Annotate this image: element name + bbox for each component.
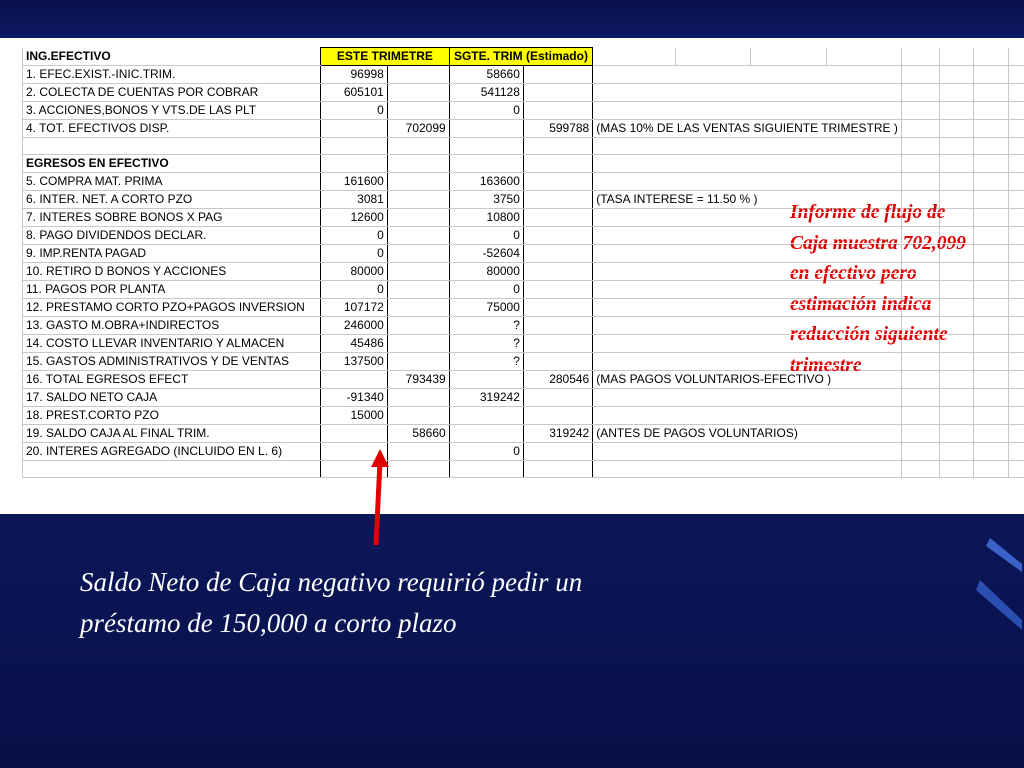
- caption-line: préstamo de 150,000 a corto plazo: [80, 608, 457, 638]
- empty-cell: [974, 84, 1009, 102]
- this-quarter-total-cell: [387, 209, 449, 227]
- empty-cell: [901, 138, 939, 155]
- empty-cell: [974, 407, 1009, 425]
- table-row: [23, 155, 1024, 173]
- table-row: [23, 138, 1024, 155]
- empty-cell: [974, 155, 1009, 173]
- next-quarter-value-cell: [449, 371, 523, 389]
- this-quarter-total-cell: [387, 138, 449, 155]
- row-note-cell: [593, 102, 902, 120]
- empty-cell: [1008, 120, 1024, 138]
- next-quarter-total-cell: 599788: [523, 120, 592, 138]
- empty-cell: [1008, 407, 1024, 425]
- empty-cell: [939, 48, 974, 66]
- next-quarter-total-cell: [523, 66, 592, 84]
- next-quarter-total-cell: [523, 173, 592, 191]
- callout-line: en efectivo pero: [790, 263, 917, 284]
- this-quarter-total-cell: [387, 191, 449, 209]
- this-quarter-total-cell: [387, 155, 449, 173]
- empty-cell: [1008, 173, 1024, 191]
- empty-cell: [1008, 425, 1024, 443]
- this-quarter-value-cell: [321, 425, 388, 443]
- next-quarter-value-cell: 3750: [449, 191, 523, 209]
- empty-cell: [826, 48, 901, 66]
- empty-cell: [974, 48, 1009, 66]
- empty-cell: [901, 155, 939, 173]
- this-quarter-value-cell: 3081: [321, 191, 388, 209]
- this-quarter-total-cell: [387, 84, 449, 102]
- table-row: [23, 425, 1024, 443]
- empty-cell: [901, 48, 939, 66]
- this-quarter-value-cell: 15000: [321, 407, 388, 425]
- this-quarter-total-cell: 793439: [387, 371, 449, 389]
- empty-cell: [1008, 138, 1024, 155]
- this-quarter-total-cell: [387, 299, 449, 317]
- next-quarter-value-cell: 58660: [449, 66, 523, 84]
- row-label-cell: [23, 461, 321, 478]
- row-label-cell: 6. INTER. NET. A CORTO PZO: [23, 191, 321, 209]
- empty-cell: [901, 407, 939, 425]
- next-quarter-total-cell: [523, 281, 592, 299]
- header-this-quarter: ESTE TRIMETRE: [321, 48, 450, 66]
- row-label-cell: 7. INTERES SOBRE BONOS X PAG: [23, 209, 321, 227]
- next-quarter-value-cell: 0: [449, 227, 523, 245]
- this-quarter-total-cell: [387, 335, 449, 353]
- this-quarter-total-cell: [387, 263, 449, 281]
- empty-cell: [901, 102, 939, 120]
- row-note-cell: [593, 389, 902, 407]
- next-quarter-total-cell: [523, 155, 592, 173]
- next-quarter-total-cell: [523, 317, 592, 335]
- decorative-swoosh-icon: [960, 520, 1024, 768]
- next-quarter-total-cell: [523, 263, 592, 281]
- next-quarter-value-cell: [449, 155, 523, 173]
- row-label-cell: 11. PAGOS POR PLANTA: [23, 281, 321, 299]
- row-label-cell: 2. COLECTA DE CUENTAS POR COBRAR: [23, 84, 321, 102]
- callout-line: estimación indica: [790, 293, 932, 315]
- next-quarter-total-cell: [523, 227, 592, 245]
- row-label-cell: 8. PAGO DIVIDENDOS DECLAR.: [23, 227, 321, 245]
- this-quarter-total-cell: [387, 102, 449, 120]
- next-quarter-total-cell: [523, 353, 592, 371]
- callout-line: Informe de flujo de: [790, 202, 946, 223]
- this-quarter-value-cell: 246000: [321, 317, 388, 335]
- red-arrow-icon: [360, 445, 400, 547]
- this-quarter-value-cell: [321, 371, 388, 389]
- this-quarter-value-cell: [321, 155, 388, 173]
- this-quarter-value-cell: -91340: [321, 389, 388, 407]
- next-quarter-total-cell: [523, 102, 592, 120]
- row-note-cell: (ANTES DE PAGOS VOLUNTARIOS): [593, 425, 902, 443]
- this-quarter-value-cell: 0: [321, 102, 388, 120]
- row-label-cell: 17. SALDO NETO CAJA: [23, 389, 321, 407]
- this-quarter-value-cell: 605101: [321, 84, 388, 102]
- next-quarter-value-cell: 80000: [449, 263, 523, 281]
- row-note-cell: (MAS PAGOS VOLUNTARIOS-EFECTIVO ): [593, 371, 902, 389]
- next-quarter-total-cell: 319242: [523, 425, 592, 443]
- empty-cell: [1008, 155, 1024, 173]
- row-note-cell: (MAS 10% DE LAS VENTAS SIGUIENTE TRIMESTRE ): [593, 120, 902, 138]
- this-quarter-value-cell: 107172: [321, 299, 388, 317]
- slide-caption: [80, 562, 780, 644]
- next-quarter-value-cell: 319242: [449, 389, 523, 407]
- this-quarter-value-cell: 80000: [321, 263, 388, 281]
- empty-cell: [901, 120, 939, 138]
- next-quarter-total-cell: [523, 461, 592, 478]
- table-row: [23, 66, 1024, 84]
- row-note-cell: [593, 443, 902, 461]
- next-quarter-total-cell: [523, 84, 592, 102]
- next-quarter-total-cell: [523, 443, 592, 461]
- next-quarter-total-cell: [523, 191, 592, 209]
- empty-cell: [901, 173, 939, 191]
- empty-cell: [939, 407, 974, 425]
- next-quarter-value-cell: [449, 407, 523, 425]
- this-quarter-value-cell: 96998: [321, 66, 388, 84]
- row-note-cell: [593, 173, 902, 191]
- table-row: [23, 461, 1024, 478]
- this-quarter-value-cell: 0: [321, 227, 388, 245]
- empty-cell: [676, 48, 751, 66]
- empty-cell: [1008, 389, 1024, 407]
- empty-cell: [974, 173, 1009, 191]
- row-label-cell: 5. COMPRA MAT. PRIMA: [23, 173, 321, 191]
- next-quarter-value-cell: -52604: [449, 245, 523, 263]
- next-quarter-value-cell: 163600: [449, 173, 523, 191]
- next-quarter-value-cell: 541128: [449, 84, 523, 102]
- this-quarter-total-cell: [387, 407, 449, 425]
- row-note-cell: [593, 66, 902, 84]
- row-note-cell: [593, 138, 902, 155]
- next-quarter-value-cell: ?: [449, 353, 523, 371]
- row-note-cell: [593, 84, 902, 102]
- next-quarter-value-cell: [449, 425, 523, 443]
- empty-cell: [939, 138, 974, 155]
- empty-cell: [751, 48, 826, 66]
- empty-cell: [939, 173, 974, 191]
- this-quarter-total-cell: [387, 173, 449, 191]
- empty-cell: [901, 84, 939, 102]
- empty-cell: [939, 461, 974, 478]
- next-quarter-value-cell: 0: [449, 102, 523, 120]
- this-quarter-value-cell: 45486: [321, 335, 388, 353]
- red-callout-note: [790, 198, 1022, 381]
- this-quarter-value-cell: 137500: [321, 353, 388, 371]
- next-quarter-total-cell: [523, 335, 592, 353]
- empty-cell: [939, 102, 974, 120]
- empty-cell: [974, 66, 1009, 84]
- row-label-cell: 1. EFEC.EXIST.-INIC.TRIM.: [23, 66, 321, 84]
- empty-cell: [974, 102, 1009, 120]
- next-quarter-value-cell: ?: [449, 335, 523, 353]
- table-row: [23, 389, 1024, 407]
- callout-line: reducción siguiente: [790, 324, 948, 345]
- empty-cell: [974, 461, 1009, 478]
- slide-top-band: [0, 0, 1024, 38]
- empty-cell: [974, 425, 1009, 443]
- row-label-cell: 18. PREST.CORTO PZO: [23, 407, 321, 425]
- next-quarter-value-cell: [449, 120, 523, 138]
- empty-cell: [901, 389, 939, 407]
- next-quarter-total-cell: [523, 138, 592, 155]
- next-quarter-total-cell: [523, 209, 592, 227]
- next-quarter-value-cell: 10800: [449, 209, 523, 227]
- row-label-cell: [23, 138, 321, 155]
- table-row: [23, 173, 1024, 191]
- empty-cell: [939, 84, 974, 102]
- row-label-cell: 9. IMP.RENTA PAGAD: [23, 245, 321, 263]
- next-quarter-total-cell: 280546: [523, 371, 592, 389]
- empty-cell: [1008, 443, 1024, 461]
- empty-cell: [939, 120, 974, 138]
- this-quarter-value-cell: [321, 138, 388, 155]
- this-quarter-total-cell: [387, 353, 449, 371]
- this-quarter-value-cell: [321, 120, 388, 138]
- row-label-cell: EGRESOS EN EFECTIVO: [23, 155, 321, 173]
- row-note-cell: [593, 461, 902, 478]
- empty-cell: [1008, 102, 1024, 120]
- table-row: [23, 84, 1024, 102]
- this-quarter-total-cell: [387, 281, 449, 299]
- empty-cell: [901, 443, 939, 461]
- empty-cell: [939, 425, 974, 443]
- next-quarter-total-cell: [523, 407, 592, 425]
- empty-cell: [939, 389, 974, 407]
- row-note-cell: (TASA INTERESE = 11.50 % ): [593, 191, 902, 209]
- empty-cell: [974, 443, 1009, 461]
- row-label-cell: 20. INTERES AGREGADO (INCLUIDO EN L. 6): [23, 443, 321, 461]
- row-note-cell: [593, 407, 902, 425]
- empty-cell: [939, 66, 974, 84]
- this-quarter-value-cell: 0: [321, 245, 388, 263]
- this-quarter-total-cell: 58660: [387, 425, 449, 443]
- next-quarter-total-cell: [523, 389, 592, 407]
- row-label-cell: 4. TOT. EFECTIVOS DISP.: [23, 120, 321, 138]
- empty-cell: [974, 389, 1009, 407]
- this-quarter-total-cell: 702099: [387, 120, 449, 138]
- row-label-cell: 14. COSTO LLEVAR INVENTARIO Y ALMACEN: [23, 335, 321, 353]
- callout-line: Caja muestra 702,099: [790, 232, 967, 254]
- empty-cell: [939, 443, 974, 461]
- empty-cell: [939, 155, 974, 173]
- empty-cell: [1008, 66, 1024, 84]
- table-row: [23, 102, 1024, 120]
- empty-cell: [974, 120, 1009, 138]
- row-label-cell: 3. ACCIONES,BONOS Y VTS.DE LAS PLT: [23, 102, 321, 120]
- row-label-cell: 13. GASTO M.OBRA+INDIRECTOS: [23, 317, 321, 335]
- this-quarter-total-cell: [387, 245, 449, 263]
- empty-cell: [593, 48, 676, 66]
- this-quarter-total-cell: [387, 66, 449, 84]
- next-quarter-value-cell: 75000: [449, 299, 523, 317]
- empty-cell: [1008, 48, 1024, 66]
- row-label-cell: 12. PRESTAMO CORTO PZO+PAGOS INVERSION: [23, 299, 321, 317]
- next-quarter-value-cell: 0: [449, 443, 523, 461]
- caption-line: Saldo Neto de Caja negativo requirió pedir un: [80, 567, 583, 597]
- this-quarter-total-cell: [387, 389, 449, 407]
- this-quarter-value-cell: 12600: [321, 209, 388, 227]
- header-row: [23, 48, 1024, 66]
- empty-cell: [901, 66, 939, 84]
- table-row: [23, 407, 1024, 425]
- table-row: [23, 120, 1024, 138]
- next-quarter-value-cell: 0: [449, 281, 523, 299]
- next-quarter-value-cell: [449, 138, 523, 155]
- row-label-cell: 19. SALDO CAJA AL FINAL TRIM.: [23, 425, 321, 443]
- next-quarter-value-cell: ?: [449, 317, 523, 335]
- row-label-cell: 15. GASTOS ADMINISTRATIVOS Y DE VENTAS: [23, 353, 321, 371]
- row-label-cell: 16. TOTAL EGRESOS EFECT: [23, 371, 321, 389]
- empty-cell: [1008, 461, 1024, 478]
- empty-cell: [1008, 84, 1024, 102]
- next-quarter-total-cell: [523, 299, 592, 317]
- this-quarter-total-cell: [387, 227, 449, 245]
- callout-line: trimestre: [790, 354, 862, 376]
- empty-cell: [974, 138, 1009, 155]
- header-next-quarter: SGTE. TRIM (Estimado): [449, 48, 593, 66]
- empty-cell: [901, 425, 939, 443]
- this-quarter-value-cell: 161600: [321, 173, 388, 191]
- table-row: [23, 443, 1024, 461]
- row-label-cell: 10. RETIRO D BONOS Y ACCIONES: [23, 263, 321, 281]
- next-quarter-total-cell: [523, 245, 592, 263]
- empty-cell: [901, 461, 939, 478]
- header-label-cell: ING.EFECTIVO: [23, 48, 321, 66]
- next-quarter-value-cell: [449, 461, 523, 478]
- this-quarter-value-cell: 0: [321, 281, 388, 299]
- row-note-cell: [593, 155, 902, 173]
- this-quarter-total-cell: [387, 317, 449, 335]
